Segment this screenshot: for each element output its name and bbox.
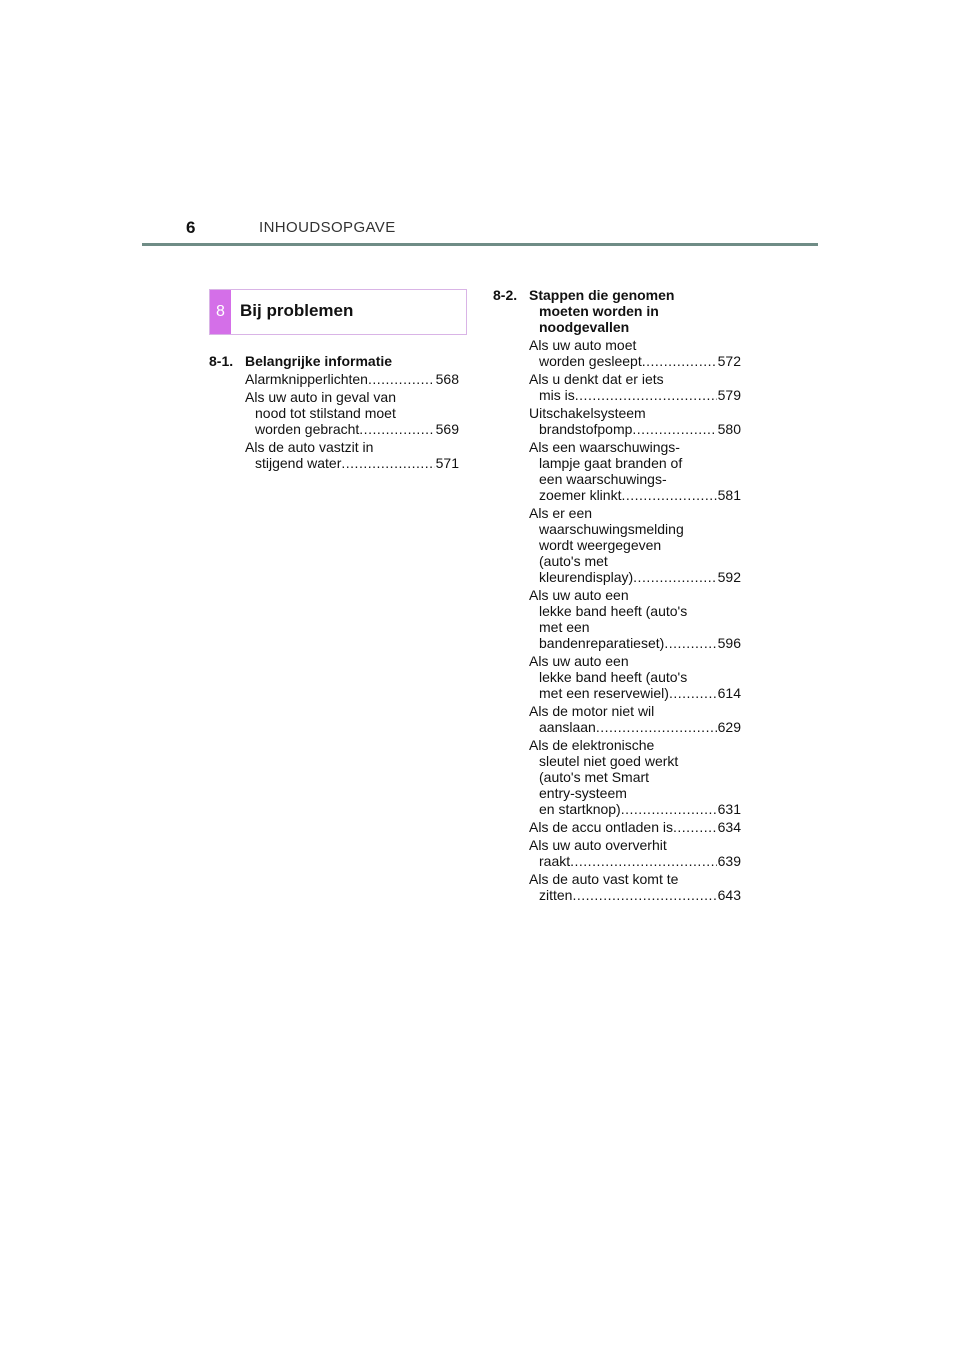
header-title: INHOUDSOPGAVE [259,219,396,236]
toc-page-number[interactable]: 571 [435,455,459,471]
section-heading [493,287,741,335]
toc-entry-text: Alarmknipperlichten [245,371,368,387]
toc-entry-text: en startknop) [539,801,621,817]
section-title-line: moeten worden in [539,303,659,319]
toc-entry-text: Als u denkt dat er iets [529,371,664,387]
toc-entry-text: met een [539,619,590,635]
dot-leader [575,387,717,403]
toc-entry-text: Als uw auto in geval van [245,389,396,405]
toc-entry[interactable] [529,871,741,903]
dot-leader [621,487,716,503]
toc-entry-text: Als uw auto oververhit [529,837,667,853]
toc-entry-text: lampje gaat branden of [539,455,683,471]
toc-entry-text: Als uw auto een [529,653,629,669]
dot-leader [341,455,434,471]
toc-entry-text: nood tot stilstand moet [255,405,396,421]
section-title [245,353,459,369]
toc-page-number[interactable]: 568 [435,371,459,387]
toc-entry-text: Als de elektronische [529,737,655,753]
toc-entry-text: met een reservewiel) [539,685,669,701]
toc-entry-text: worden gesleept [539,353,642,369]
chapter-heading [209,289,467,335]
dot-leader [642,353,717,369]
toc-page-number[interactable]: 596 [717,635,741,651]
toc-entry[interactable] [529,439,741,503]
section-heading [209,353,459,369]
toc-entry[interactable] [529,703,741,735]
toc-entry-text: een waarschuwings- [539,471,667,487]
toc-entry-text: bandenreparatieset) [539,635,665,651]
header-divider [142,243,818,246]
toc-entry-text: wordt weergegeven [539,537,662,553]
toc-entry-text: Uitschakelsysteem [529,405,646,421]
chapter-number-tab: 8 [210,290,231,334]
dot-leader [572,887,716,903]
section-title [529,287,741,335]
toc-entry-text: aanslaan [539,719,596,735]
toc-entry[interactable] [245,371,459,387]
dot-leader [570,853,717,869]
dot-leader [359,421,434,437]
toc-page-number[interactable]: 631 [717,801,741,817]
toc-entry-text: lekke band heeft (auto's [539,669,688,685]
toc-section-8-1 [209,353,459,471]
toc-entry[interactable] [245,389,459,437]
toc-page-number[interactable]: 569 [435,421,459,437]
page-header [0,0,960,260]
toc-entry-text: kleurendisplay) [539,569,634,585]
toc-entry-text: Als de accu ontladen is [529,819,673,835]
toc-entry-text: Als uw auto moet [529,337,637,353]
toc-entry[interactable] [529,405,741,437]
toc-section-8-2 [493,287,741,903]
toc-entry-text: mis is [539,387,575,403]
toc-entry-text: Als de auto vast komt te [529,871,679,887]
dot-leader [632,421,716,437]
section-number: 8-2. [493,287,518,303]
toc-page-number[interactable]: 572 [717,353,741,369]
toc-entry[interactable] [529,371,741,403]
toc-entry-text: Als de motor niet wil [529,703,655,719]
toc-entry[interactable] [529,819,741,835]
dot-leader [664,635,716,651]
toc-entry[interactable] [529,337,741,369]
section-title-line: Stappen die genomen [529,287,675,303]
page-number: 6 [186,218,196,237]
toc-entry-text: entry-systeem [539,785,627,801]
toc-entry[interactable] [529,587,741,651]
toc-page-number[interactable]: 614 [717,685,741,701]
dot-leader [621,801,717,817]
toc-entry-text: sleutel niet goed werkt [539,753,679,769]
toc-page-number[interactable]: 592 [717,569,741,585]
toc-page-number[interactable]: 634 [717,819,741,835]
toc-page-number[interactable]: 643 [717,887,741,903]
toc-entry[interactable] [529,837,741,869]
dot-leader [596,719,717,735]
toc-entry[interactable] [529,653,741,701]
toc-entry[interactable] [529,737,741,817]
toc-entry-text: Als er een [529,505,593,521]
toc-entry-text: waarschuwingsmelding [539,521,684,537]
toc-page-number[interactable]: 579 [717,387,741,403]
chapter-title: Bij problemen [240,301,354,320]
toc-entry[interactable] [529,505,741,585]
dot-leader [633,569,716,585]
section-number: 8-1. [209,353,234,369]
toc-entry-text: (auto's met [539,553,608,569]
toc-entry-text: zoemer klinkt [539,487,622,503]
toc-page-number[interactable]: 639 [717,853,741,869]
toc-entry-text: brandstofpomp [539,421,633,437]
toc-entry-text: Als de auto vastzit in [245,439,374,455]
toc-entry-text: Als een waarschuwings- [529,439,680,455]
toc-entry-text: lekke band heeft (auto's [539,603,688,619]
toc-entry-text: raakt [539,853,571,869]
toc-entry-text: worden gebracht [255,421,360,437]
dot-leader [673,819,717,835]
toc-entry-text: zitten [539,887,573,903]
dot-leader [669,685,717,701]
toc-entry-text: (auto's met Smart [539,769,650,785]
toc-entry[interactable] [245,439,459,471]
section-title-line: Belangrijke informatie [245,353,393,369]
toc-page-number[interactable]: 581 [717,487,741,503]
section-title-line: noodgevallen [539,319,630,335]
toc-entry-text: Als uw auto een [529,587,629,603]
dot-leader [368,371,435,387]
toc-page-number[interactable]: 629 [717,719,741,735]
toc-entry-text: stijgend water [255,455,342,471]
toc-page-number[interactable]: 580 [717,421,741,437]
